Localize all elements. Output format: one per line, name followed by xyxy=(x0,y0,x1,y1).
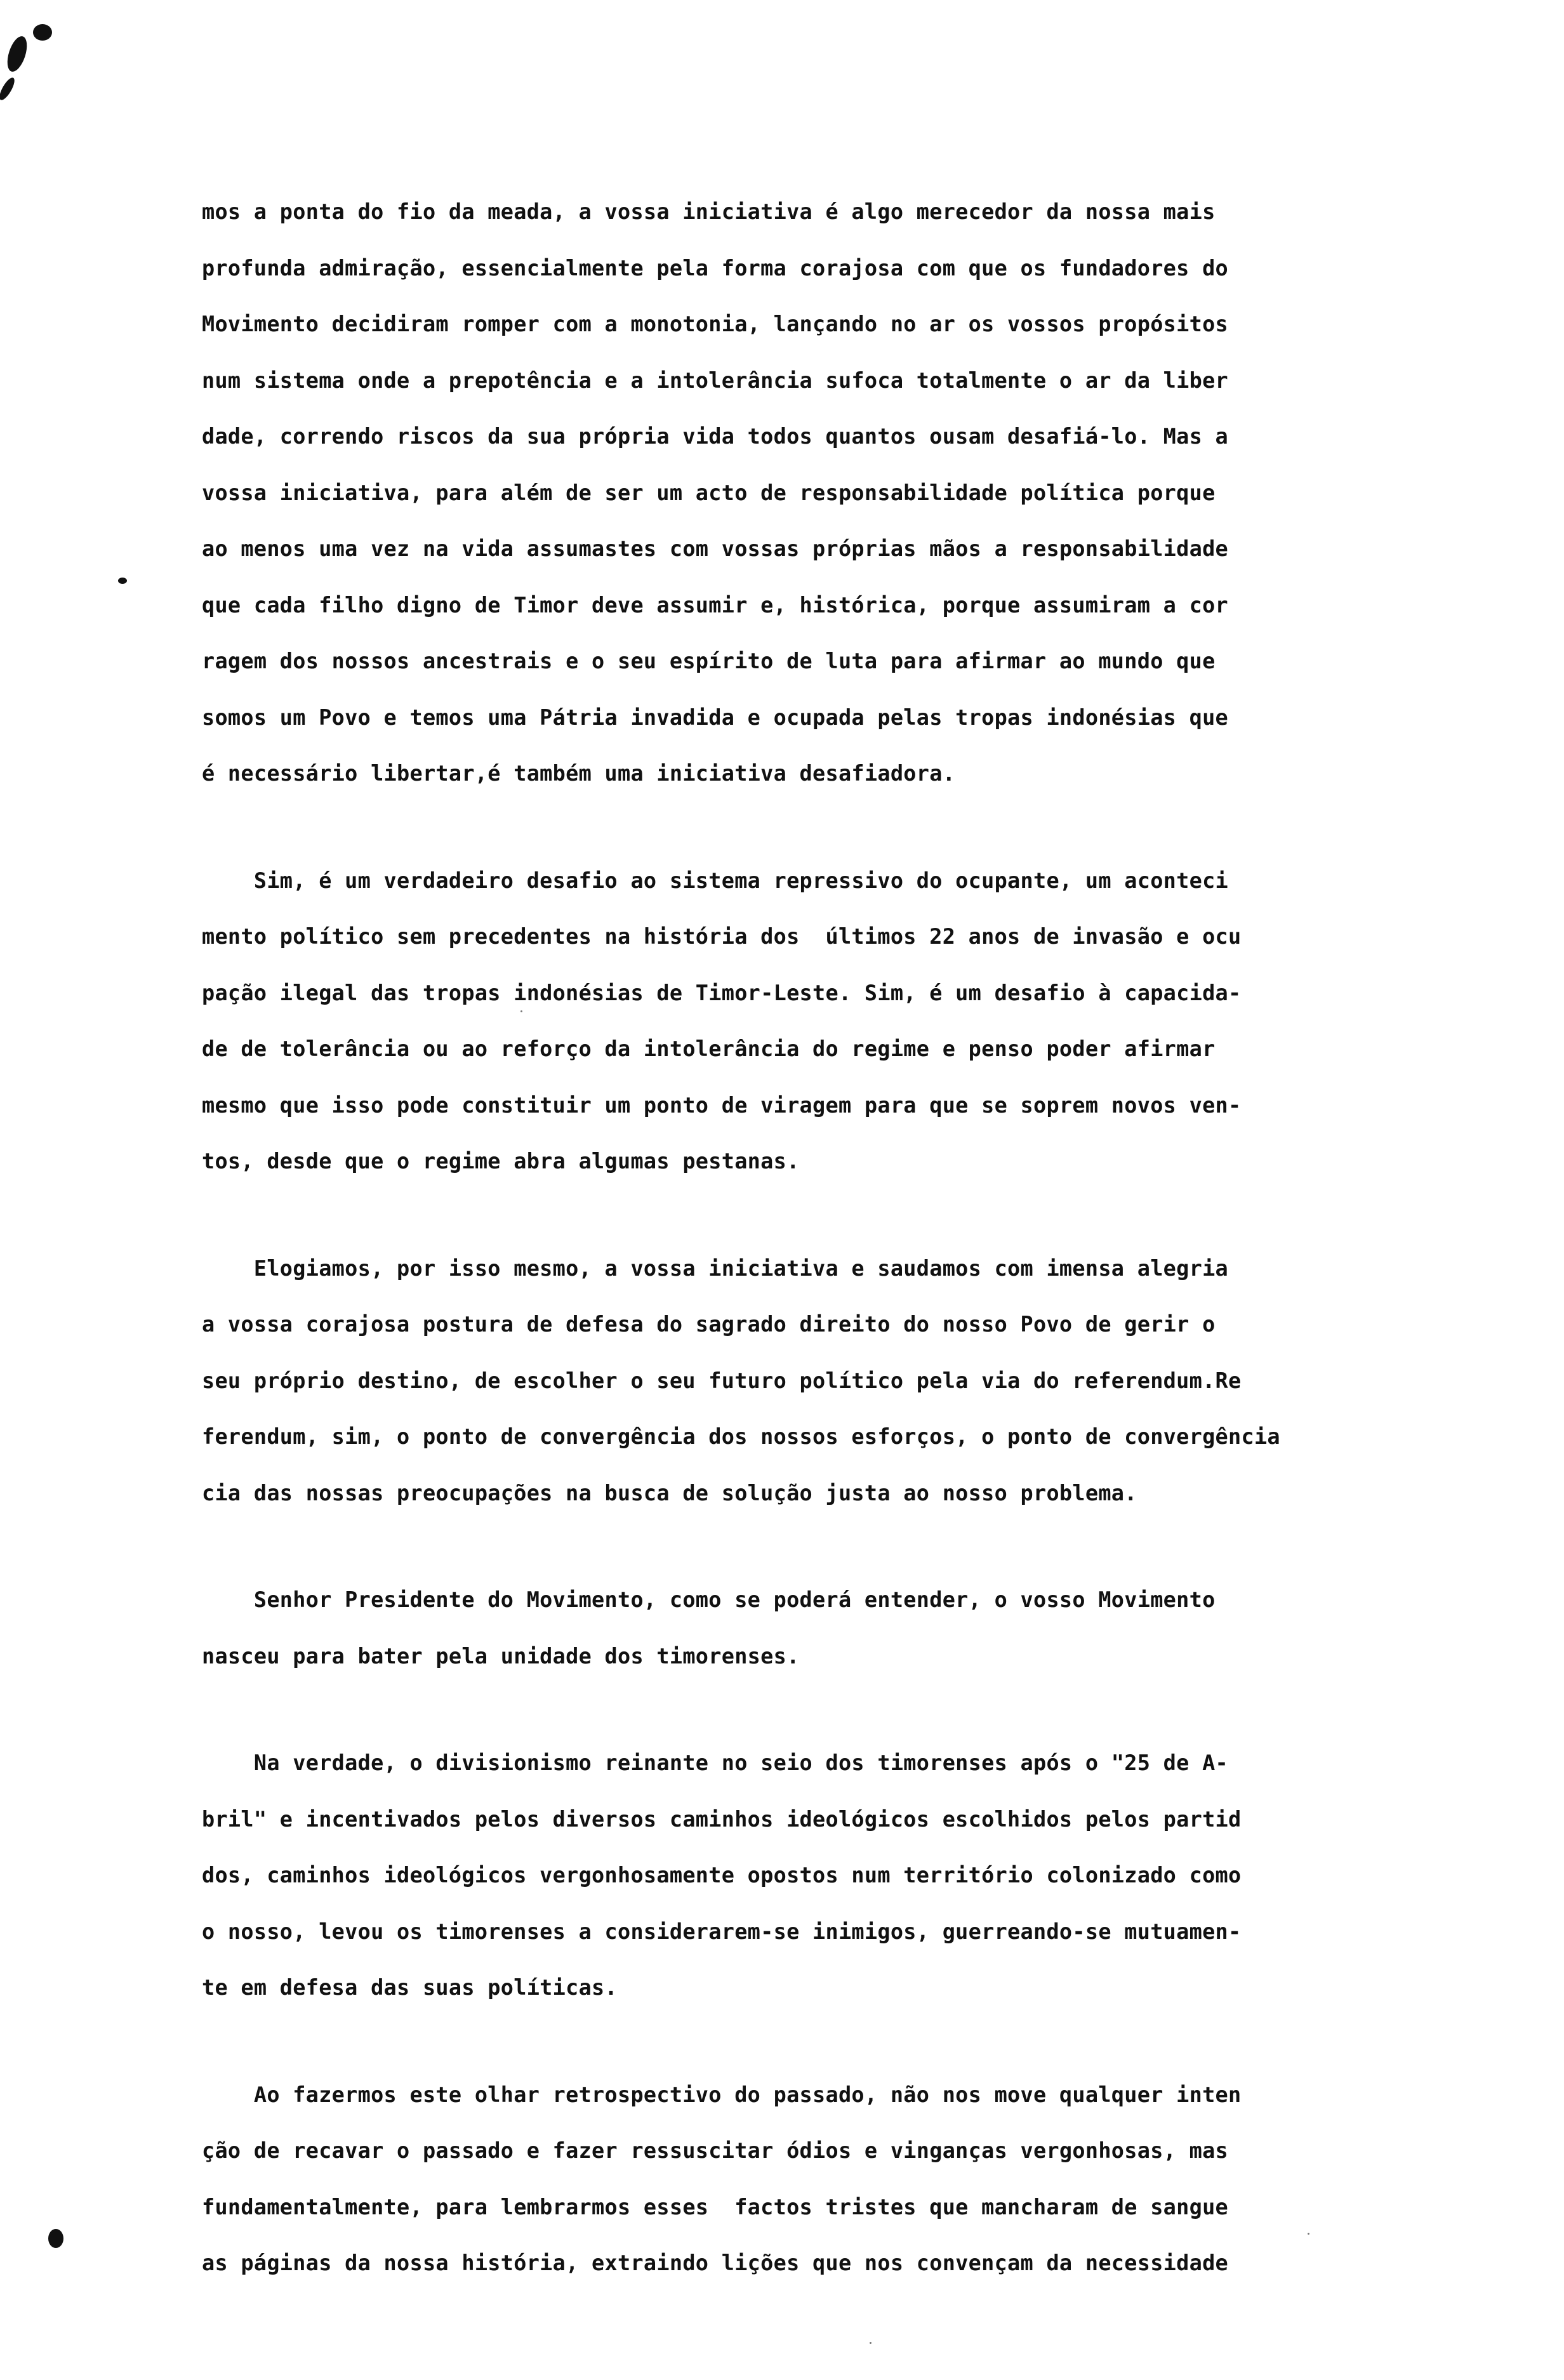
text-line: ragem dos nossos ancestrais e o seu espírito de luta para afirmar ao mundo que xyxy=(202,649,1216,673)
text-line: Na verdade, o divisionismo reinante no seio dos timorenses após o "25 de A- xyxy=(202,1750,1229,1775)
text-line: dos, caminhos ideológicos vergonhosamente opostos num território colonizado como xyxy=(202,1863,1242,1887)
text-line: Movimento decidiram romper com a monotonia, lançando no ar os vossos propósitos xyxy=(202,312,1229,336)
text-line: a vossa corajosa postura de defesa do sagrado direito do nosso Povo de gerir o xyxy=(202,1312,1216,1337)
margin-mark xyxy=(118,578,127,584)
text-line: Elogiamos, por isso mesmo, a vossa iniciativa e saudamos com imensa alegria xyxy=(202,1255,1229,1281)
ink-blot-mark xyxy=(4,34,31,74)
text-line: nasceu para bater pela unidade dos timorenses. xyxy=(202,1643,800,1669)
text-line: vossa iniciativa, para além de ser um acto de responsabilidade política porque xyxy=(202,480,1216,505)
ink-blot-mark xyxy=(48,2229,63,2248)
text-line: dade, correndo riscos da sua própria vida todos quantos ousam desafiá-lo. Mas a xyxy=(202,424,1229,449)
text-line: somos um Povo e temos uma Pátria invadida e ocupada pelas tropas indonésias que xyxy=(202,704,1229,730)
text-line: Senhor Presidente do Movimento, como se poderá entender, o vosso Movimento xyxy=(202,1587,1216,1612)
text-line: que cada filho digno de Timor deve assumir e, histórica, porque assumiram a cor xyxy=(202,592,1229,618)
text-line: te em defesa das suas políticas. xyxy=(202,1975,618,2000)
text-line: mos a ponta do fio da meada, a vossa iniciativa é algo merecedor da nossa mais xyxy=(202,199,1216,224)
text-line: num sistema onde a prepotência e a intolerância sufoca totalmente o ar da liber xyxy=(202,367,1229,393)
text-line: mento político sem precedentes na história dos últimos 22 anos de invasão e ocu xyxy=(202,924,1242,949)
text-line: profunda admiração, essencialmente pela forma corajosa com que os fundadores do xyxy=(202,255,1229,281)
text-line: Ao fazermos este olhar retrospectivo do passado, não nos move qualquer inten xyxy=(202,2082,1242,2107)
ink-blot-mark xyxy=(33,24,52,41)
ink-blot-mark xyxy=(0,76,17,102)
text-line: fundamentalmente, para lembrarmos esses factos tristes que mancharam de sangue xyxy=(202,2194,1229,2219)
paragraph xyxy=(202,1735,1484,2016)
text-line: o nosso, levou os timorenses a considerarem-se inimigos, guerreando-se mutuamen- xyxy=(202,1919,1242,1944)
text-line: é necessário libertar,é também uma iniciativa desafiadora. xyxy=(202,761,956,786)
paragraph xyxy=(202,2067,1484,2292)
text-line: ferendum, sim, o ponto de convergência dos nossos esforços, o ponto de convergência xyxy=(202,1424,1280,1449)
document-body xyxy=(202,184,1484,2343)
text-line: ao menos uma vez na vida assumastes com vossas próprias mãos a responsabilidade xyxy=(202,536,1229,561)
text-line: ção de recavar o passado e fazer ressuscitar ódios e vinganças vergonhosas, mas xyxy=(202,2138,1229,2163)
text-line: de de tolerância ou ao reforço da intolerância do regime e penso poder afirmar xyxy=(202,1036,1216,1061)
paragraph xyxy=(202,1572,1484,1684)
paragraph xyxy=(202,184,1484,802)
text-line: cia das nossas preocupações na busca de solução justa ao nosso problema. xyxy=(202,1480,1137,1505)
text-line: tos, desde que o regime abra algumas pestanas. xyxy=(202,1149,800,1173)
text-line: Sim, é um verdadeiro desafio ao sistema repressivo do ocupante, um aconteci xyxy=(202,868,1229,893)
text-line: seu próprio destino, de escolher o seu futuro político pela via do referendum.Re xyxy=(202,1368,1242,1393)
text-line: pação ilegal das tropas indonésias de Timor-Leste. Sim, é um desafio à capacida- xyxy=(202,980,1242,1005)
text-line: mesmo que isso pode constituir um ponto de viragem para que se soprem novos ven- xyxy=(202,1092,1242,1118)
paragraph xyxy=(202,853,1484,1190)
text-line: bril" e incentivados pelos diversos caminhos ideológicos escolhidos pelos partid xyxy=(202,1806,1242,1832)
text-line: as páginas da nossa história, extraindo lições que nos convençam da necessidade xyxy=(202,2251,1229,2275)
paragraph xyxy=(202,1241,1484,1522)
